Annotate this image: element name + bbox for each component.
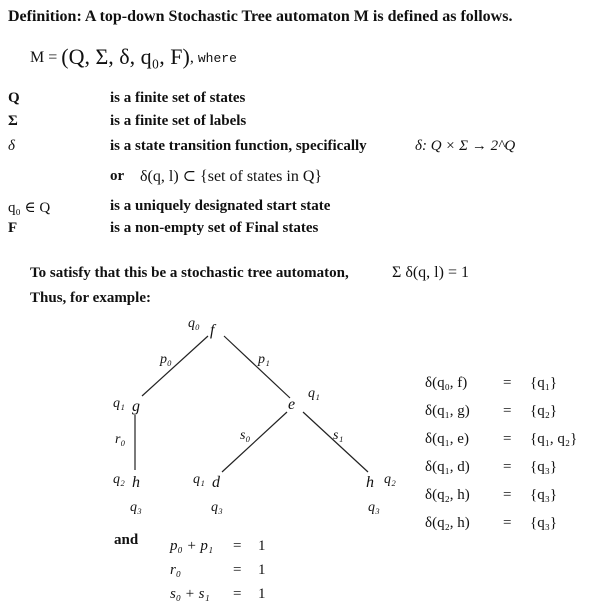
transition-eq: =: [503, 403, 512, 419]
tree-edge-s0: s₀: [240, 428, 251, 443]
equation-lhs: p₀ + p₁: [170, 538, 214, 554]
transition-eq: =: [503, 459, 512, 475]
edge-f-g: [142, 336, 208, 396]
definition-title: Definition: A top-down Stochastic Tree automaton M is defined as follows.: [8, 8, 513, 25]
def-math-or: δ(q, l) ⊂ {set of states in Q}: [140, 168, 323, 185]
transition-rhs: {q₃}: [530, 487, 558, 503]
tree-edge-r0: r₀: [115, 432, 126, 447]
tree-g-label: g: [132, 398, 140, 415]
equation-eq: =: [233, 538, 242, 554]
constraint-text: To satisfy that this be a stochastic tree automaton,: [30, 265, 349, 281]
def-symbol-start: q₀ ∈ Q: [8, 200, 51, 216]
transition-rhs: {q₁, q₂}: [530, 431, 578, 447]
tree-d-state: q₁: [193, 472, 205, 487]
def-text-delta: is a state transition function, specifically: [110, 138, 367, 154]
tuple-where: where: [197, 51, 237, 66]
equation-rhs: 1: [258, 562, 266, 578]
transition-lhs: δ(q₁, e): [425, 431, 469, 447]
tuple-body: (Q, Σ, δ, q₀, F): [61, 44, 190, 69]
tuple-lhs: M =: [30, 49, 62, 66]
def-text-F: is a non-empty set of Final states: [110, 220, 319, 236]
example-heading: Thus, for example:: [30, 290, 151, 306]
tuple-comma: ,: [189, 49, 194, 66]
tree-edge-p1: p₁: [258, 352, 270, 367]
tree-root-label: f: [210, 322, 215, 339]
tree-h1-label: h: [132, 474, 140, 491]
tree-e-label: e: [288, 396, 296, 413]
and-label: and: [114, 532, 139, 548]
tree-h2-label: h: [366, 474, 374, 491]
equation-rhs: 1: [258, 586, 266, 602]
transition-lhs: δ(q₁, g): [425, 403, 470, 419]
transition-eq: =: [503, 375, 512, 391]
def-symbol-Q: Q: [8, 90, 20, 106]
def-text-Q: is a finite set of states: [110, 90, 246, 106]
transition-eq: =: [503, 431, 512, 447]
def-text-start: is a uniquely designated start state: [110, 198, 331, 214]
tree-h1-leaf: q₃: [130, 500, 142, 515]
tree-edge-p0: p₀: [160, 352, 172, 367]
equation-rhs: 1: [258, 538, 266, 554]
tree-h2-state: q₂: [384, 472, 396, 487]
transition-eq: =: [503, 515, 512, 531]
equation-eq: =: [233, 562, 242, 578]
tree-d-leaf: q₃: [211, 500, 223, 515]
equation-eq: =: [233, 586, 242, 602]
transition-eq: =: [503, 487, 512, 503]
def-math-delta: δ: Q × Σ → 2^Q: [415, 138, 516, 154]
def-symbol-delta: δ: [8, 138, 15, 154]
transition-lhs: δ(q₁, d): [425, 459, 470, 475]
tree-edge-s1: s₁: [333, 428, 344, 443]
transition-lhs: δ(q₂, h): [425, 515, 470, 531]
edge-f-e: [224, 336, 290, 398]
edge-e-d: [222, 412, 287, 472]
transition-lhs: δ(q₀, f): [425, 375, 468, 391]
transition-rhs: {q₂}: [530, 403, 558, 419]
constraint-math: Σ δ(q, l) = 1: [392, 264, 469, 281]
def-text-or: or: [110, 168, 125, 184]
tree-root-state: q₀: [188, 316, 200, 331]
tree-d-label: d: [212, 474, 220, 491]
transition-rhs: {q₁}: [530, 375, 558, 391]
transition-lhs: δ(q₂, h): [425, 487, 470, 503]
transition-rhs: {q₃}: [530, 515, 558, 531]
tree-h1-state: q₂: [113, 472, 125, 487]
equation-lhs: s₀ + s₁: [170, 586, 210, 602]
def-text-sigma: is a finite set of labels: [110, 113, 247, 129]
equation-lhs: r₀: [170, 562, 182, 578]
def-symbol-sigma: Σ: [8, 113, 18, 129]
tree-h2-leaf: q₃: [368, 500, 380, 515]
tree-e-state: q₁: [308, 386, 320, 401]
transition-rhs: {q₃}: [530, 459, 558, 475]
tree-g-state: q₁: [113, 396, 125, 411]
def-symbol-F: F: [8, 220, 18, 236]
